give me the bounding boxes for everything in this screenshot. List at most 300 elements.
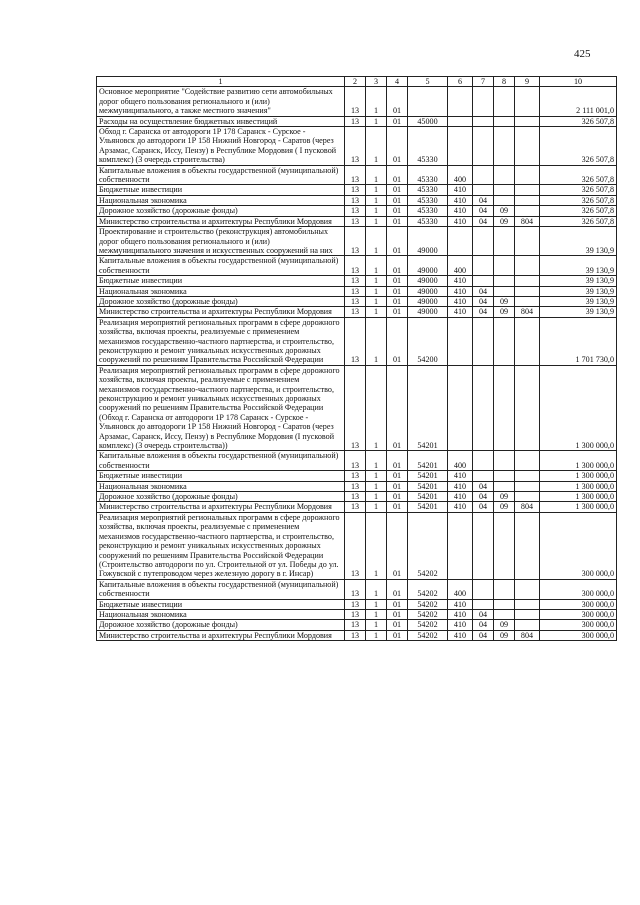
code-article: 49000 [408, 276, 448, 286]
row-name: Основное мероприятие "Содействие развитию сети автомобильных дорог общего пользования регионального и (или) межмуниципального, а также местного значения" [97, 87, 345, 116]
row-amount: 1 701 730,0 [540, 317, 617, 365]
table-row [97, 492, 617, 502]
row-name: Бюджетные инвестиции [97, 276, 345, 286]
row-amount: 1 300 000,0 [540, 365, 617, 451]
budget-table [96, 76, 617, 641]
code-article [408, 87, 448, 116]
code-section: 13 [345, 307, 366, 317]
code-subsection: 1 [366, 127, 387, 166]
code-section: 13 [345, 630, 366, 640]
code-program: 01 [387, 227, 408, 256]
code-subsection: 1 [366, 579, 387, 599]
code-program: 01 [387, 195, 408, 205]
code-section: 13 [345, 317, 366, 365]
code-section-main [473, 276, 494, 286]
code-expense-type: 410 [448, 599, 473, 609]
table-row [97, 451, 617, 471]
code-expense-type: 400 [448, 579, 473, 599]
code-ministry: 804 [515, 307, 540, 317]
code-expense-type: 410 [448, 206, 473, 216]
row-amount: 300 000,0 [540, 609, 617, 619]
code-subsection: 1 [366, 296, 387, 306]
code-ministry [515, 206, 540, 216]
code-ministry [515, 127, 540, 166]
row-amount: 326 507,8 [540, 116, 617, 126]
code-subsection: 1 [366, 227, 387, 256]
code-subsection-main [494, 195, 515, 205]
code-subsection-main [494, 609, 515, 619]
row-name: Национальная экономика [97, 481, 345, 491]
code-expense-type: 410 [448, 307, 473, 317]
code-program: 01 [387, 286, 408, 296]
code-program: 01 [387, 307, 408, 317]
code-ministry [515, 256, 540, 276]
code-expense-type [448, 127, 473, 166]
code-section: 13 [345, 276, 366, 286]
code-subsection-main: 09 [494, 296, 515, 306]
code-article: 54200 [408, 317, 448, 365]
column-header-7: 7 [473, 77, 494, 87]
code-article: 54202 [408, 630, 448, 640]
code-subsection-main [494, 276, 515, 286]
code-article: 45330 [408, 127, 448, 166]
code-section-main [473, 227, 494, 256]
code-subsection-main [494, 451, 515, 471]
row-name: Министерство строительства и архитектуры Республики Мордовия [97, 307, 345, 317]
row-name: Обход г. Саранска от автодороги 1Р 178 Саранск - Сурское - Ульяновск до автодороги 1Р 158 Нижний Новгород - Саратов (через Арзамас, Саранск, Иссу, Пензу) в Республике Мордовия ( I пусковой комплекс) (3 очередь строительства) [97, 127, 345, 166]
code-article: 45330 [408, 195, 448, 205]
code-expense-type: 410 [448, 630, 473, 640]
code-program: 01 [387, 451, 408, 471]
code-subsection: 1 [366, 286, 387, 296]
code-program: 01 [387, 492, 408, 502]
code-ministry [515, 579, 540, 599]
code-subsection-main [494, 87, 515, 116]
code-expense-type: 400 [448, 256, 473, 276]
code-article: 54202 [408, 512, 448, 579]
code-program: 01 [387, 256, 408, 276]
row-amount: 1 300 000,0 [540, 492, 617, 502]
row-name: Реализация мероприятий региональных программ в сфере дорожного хозяйства, включая проекты, реализуемые с применением механизмов государственно-частного партнерства, и строительство, реконструкцию и ремонт уникальных искусственных дорожных сооружений по решениям Правительства Российской Федерации (Обход г. Саранска от автодороги 1Р 178 Саранск - Сурское - Ульяновск до автодороги 1Р 158 Нижний Новгород - Саратов (через Арзамас, Саранск, Иссу, Пензу) в Республике Мордовия (I пусковой комплекс) (3 очередь строительства)) [97, 365, 345, 451]
code-article: 54201 [408, 365, 448, 451]
code-ministry [515, 317, 540, 365]
table-row [97, 365, 617, 451]
row-name: Расходы на осуществление бюджетных инвестиций [97, 116, 345, 126]
row-name: Бюджетные инвестиции [97, 185, 345, 195]
code-program: 01 [387, 216, 408, 226]
code-article: 54202 [408, 599, 448, 609]
code-ministry [515, 276, 540, 286]
code-subsection-main [494, 579, 515, 599]
code-subsection: 1 [366, 365, 387, 451]
code-section-main [473, 317, 494, 365]
code-article: 45330 [408, 206, 448, 216]
row-name: Капитальные вложения в объекты государственной (муниципальной) собственности [97, 451, 345, 471]
code-section: 13 [345, 599, 366, 609]
code-expense-type: 410 [448, 296, 473, 306]
table-row [97, 471, 617, 481]
code-expense-type: 410 [448, 216, 473, 226]
column-header-5: 5 [408, 77, 448, 87]
code-article: 54202 [408, 579, 448, 599]
code-article: 54202 [408, 620, 448, 630]
code-subsection-main: 09 [494, 216, 515, 226]
code-expense-type: 410 [448, 620, 473, 630]
code-program: 01 [387, 512, 408, 579]
code-subsection-main [494, 165, 515, 185]
code-program: 01 [387, 481, 408, 491]
code-expense-type [448, 512, 473, 579]
table-row [97, 620, 617, 630]
code-subsection: 1 [366, 216, 387, 226]
code-section-main: 04 [473, 492, 494, 502]
code-section-main [473, 185, 494, 195]
table-row [97, 206, 617, 216]
code-program: 01 [387, 206, 408, 216]
code-section-main: 04 [473, 307, 494, 317]
row-amount: 326 507,8 [540, 127, 617, 166]
code-subsection-main: 09 [494, 206, 515, 216]
code-subsection: 1 [366, 165, 387, 185]
code-section: 13 [345, 87, 366, 116]
code-subsection-main [494, 286, 515, 296]
code-program: 01 [387, 609, 408, 619]
page-number: 425 [574, 48, 591, 60]
table-row [97, 227, 617, 256]
row-name: Дорожное хозяйство (дорожные фонды) [97, 296, 345, 306]
code-expense-type: 400 [448, 451, 473, 471]
row-name: Капитальные вложения в объекты государственной (муниципальной) собственности [97, 165, 345, 185]
code-program: 01 [387, 116, 408, 126]
code-section-main: 04 [473, 216, 494, 226]
code-section: 13 [345, 471, 366, 481]
code-subsection-main: 09 [494, 502, 515, 512]
code-subsection: 1 [366, 609, 387, 619]
table-row [97, 276, 617, 286]
code-section: 13 [345, 116, 366, 126]
code-ministry [515, 227, 540, 256]
code-subsection: 1 [366, 471, 387, 481]
code-subsection-main [494, 365, 515, 451]
code-subsection: 1 [366, 256, 387, 276]
code-subsection: 1 [366, 307, 387, 317]
row-name: Дорожное хозяйство (дорожные фонды) [97, 206, 345, 216]
row-name: Министерство строительства и архитектуры Республики Мордовия [97, 502, 345, 512]
code-expense-type: 410 [448, 502, 473, 512]
code-subsection-main [494, 599, 515, 609]
code-section: 13 [345, 227, 366, 256]
code-article: 45330 [408, 216, 448, 226]
row-name: Бюджетные инвестиции [97, 599, 345, 609]
code-ministry [515, 185, 540, 195]
code-section: 13 [345, 512, 366, 579]
code-ministry [515, 471, 540, 481]
row-name: Реализация мероприятий региональных программ в сфере дорожного хозяйства, включая проекты, реализуемые с применением механизмов государственно-частного партнерства, и строительство, реконструкцию и ремонт уникальных искусственных дорожных сооружений по решениям Правительства Российской Федерации [97, 317, 345, 365]
code-subsection-main [494, 185, 515, 195]
code-section: 13 [345, 481, 366, 491]
code-ministry [515, 512, 540, 579]
code-article: 54202 [408, 609, 448, 619]
code-expense-type [448, 116, 473, 126]
code-subsection-main [494, 481, 515, 491]
row-name: Капитальные вложения в объекты государственной (муниципальной) собственности [97, 579, 345, 599]
code-ministry [515, 620, 540, 630]
code-section-main: 04 [473, 630, 494, 640]
row-amount: 1 300 000,0 [540, 481, 617, 491]
row-name: Министерство строительства и архитектуры Республики Мордовия [97, 216, 345, 226]
code-article: 45000 [408, 116, 448, 126]
code-program: 01 [387, 127, 408, 166]
code-expense-type: 410 [448, 195, 473, 205]
code-ministry: 804 [515, 502, 540, 512]
table-row [97, 127, 617, 166]
code-article: 45330 [408, 185, 448, 195]
code-program: 01 [387, 502, 408, 512]
column-header-8: 8 [494, 77, 515, 87]
column-header-3: 3 [366, 77, 387, 87]
code-subsection: 1 [366, 185, 387, 195]
row-amount: 1 300 000,0 [540, 451, 617, 471]
code-program: 01 [387, 317, 408, 365]
column-header-6: 6 [448, 77, 473, 87]
code-ministry [515, 451, 540, 471]
table-row [97, 609, 617, 619]
code-program: 01 [387, 599, 408, 609]
code-section: 13 [345, 296, 366, 306]
row-amount: 39 130,9 [540, 296, 617, 306]
code-article: 49000 [408, 227, 448, 256]
row-name: Национальная экономика [97, 286, 345, 296]
code-section-main [473, 116, 494, 126]
row-amount: 300 000,0 [540, 579, 617, 599]
code-ministry: 804 [515, 630, 540, 640]
code-subsection-main [494, 471, 515, 481]
code-expense-type: 410 [448, 276, 473, 286]
code-section: 13 [345, 620, 366, 630]
code-section-main [473, 127, 494, 166]
code-subsection-main [494, 227, 515, 256]
row-amount: 300 000,0 [540, 599, 617, 609]
code-subsection: 1 [366, 492, 387, 502]
code-ministry [515, 492, 540, 502]
table-row [97, 116, 617, 126]
row-amount: 326 507,8 [540, 195, 617, 205]
code-ministry: 804 [515, 216, 540, 226]
code-section-main: 04 [473, 286, 494, 296]
code-section-main: 04 [473, 502, 494, 512]
code-subsection: 1 [366, 502, 387, 512]
code-article: 54201 [408, 451, 448, 471]
code-article: 49000 [408, 296, 448, 306]
row-amount: 300 000,0 [540, 512, 617, 579]
column-header-1: 1 [97, 77, 345, 87]
code-expense-type [448, 87, 473, 116]
code-article: 49000 [408, 286, 448, 296]
code-subsection: 1 [366, 116, 387, 126]
row-name: Капитальные вложения в объекты государственной (муниципальной) собственности [97, 256, 345, 276]
code-subsection: 1 [366, 512, 387, 579]
code-subsection-main [494, 317, 515, 365]
table-row [97, 481, 617, 491]
code-subsection: 1 [366, 620, 387, 630]
code-subsection-main [494, 256, 515, 276]
column-header-10: 10 [540, 77, 617, 87]
code-program: 01 [387, 276, 408, 286]
table-row [97, 512, 617, 579]
row-amount: 1 300 000,0 [540, 502, 617, 512]
code-section: 13 [345, 365, 366, 451]
code-article: 54201 [408, 502, 448, 512]
code-ministry [515, 481, 540, 491]
code-section-main [473, 512, 494, 579]
table-row [97, 317, 617, 365]
code-ministry [515, 609, 540, 619]
row-name: Национальная экономика [97, 609, 345, 619]
code-expense-type: 400 [448, 165, 473, 185]
code-section-main: 04 [473, 609, 494, 619]
code-article: 54201 [408, 492, 448, 502]
code-subsection-main: 09 [494, 492, 515, 502]
code-section-main [473, 599, 494, 609]
table-body [97, 87, 617, 641]
code-subsection-main [494, 116, 515, 126]
code-article: 54201 [408, 471, 448, 481]
row-amount: 326 507,8 [540, 185, 617, 195]
code-program: 01 [387, 365, 408, 451]
code-section-main [473, 256, 494, 276]
code-section: 13 [345, 451, 366, 471]
header-row [97, 77, 617, 87]
code-subsection: 1 [366, 276, 387, 286]
code-ministry [515, 195, 540, 205]
code-section-main: 04 [473, 296, 494, 306]
code-subsection: 1 [366, 630, 387, 640]
code-subsection: 1 [366, 195, 387, 205]
code-program: 01 [387, 165, 408, 185]
code-section: 13 [345, 216, 366, 226]
code-subsection: 1 [366, 87, 387, 116]
row-name: Национальная экономика [97, 195, 345, 205]
table-row [97, 296, 617, 306]
row-amount: 39 130,9 [540, 276, 617, 286]
code-section: 13 [345, 609, 366, 619]
table-row [97, 195, 617, 205]
row-amount: 300 000,0 [540, 620, 617, 630]
code-section: 13 [345, 492, 366, 502]
row-name: Реализация мероприятий региональных программ в сфере дорожного хозяйства, включая проекты, реализуемые с применением механизмов государственно-частного партнерства, и строительство, реконструкцию и ремонт уникальных искусственных дорожных сооружений по решениям Правительства Российской Федерации (Строительство автодороги по ул. Строительной от ул. Победы до ул. Гожувской с путепроводом через железную дорогу в г. Инсар) [97, 512, 345, 579]
code-ministry [515, 116, 540, 126]
code-expense-type: 410 [448, 185, 473, 195]
row-amount: 326 507,8 [540, 216, 617, 226]
table-row [97, 630, 617, 640]
code-section-main [473, 365, 494, 451]
code-subsection: 1 [366, 206, 387, 216]
code-expense-type: 410 [448, 286, 473, 296]
row-amount: 2 111 001,0 [540, 87, 617, 116]
row-amount: 326 507,8 [540, 206, 617, 216]
row-name: Дорожное хозяйство (дорожные фонды) [97, 492, 345, 502]
code-article: 54201 [408, 481, 448, 491]
code-section-main: 04 [473, 481, 494, 491]
row-amount: 326 507,8 [540, 165, 617, 185]
code-subsection-main: 09 [494, 620, 515, 630]
table-row [97, 185, 617, 195]
code-expense-type: 410 [448, 481, 473, 491]
table-row [97, 307, 617, 317]
code-section: 13 [345, 195, 366, 205]
code-section: 13 [345, 185, 366, 195]
code-ministry [515, 599, 540, 609]
table-row [97, 216, 617, 226]
row-amount: 39 130,9 [540, 286, 617, 296]
code-subsection: 1 [366, 599, 387, 609]
code-section: 13 [345, 286, 366, 296]
code-subsection-main: 09 [494, 630, 515, 640]
table-row [97, 165, 617, 185]
code-ministry [515, 286, 540, 296]
column-header-9: 9 [515, 77, 540, 87]
table-row [97, 502, 617, 512]
code-section-main [473, 165, 494, 185]
code-ministry [515, 165, 540, 185]
code-program: 01 [387, 296, 408, 306]
code-section-main: 04 [473, 195, 494, 205]
code-program: 01 [387, 471, 408, 481]
code-program: 01 [387, 620, 408, 630]
code-section-main [473, 451, 494, 471]
code-expense-type [448, 317, 473, 365]
row-name: Проектирование и строительство (реконструкция) автомобильных дорог общего пользования регионального и (или) межмуниципального значения и искусственных сооружений на них [97, 227, 345, 256]
code-program: 01 [387, 630, 408, 640]
row-amount: 39 130,9 [540, 256, 617, 276]
code-expense-type: 410 [448, 471, 473, 481]
code-article: 45330 [408, 165, 448, 185]
code-program: 01 [387, 185, 408, 195]
code-section: 13 [345, 127, 366, 166]
row-name: Дорожное хозяйство (дорожные фонды) [97, 620, 345, 630]
code-section-main: 04 [473, 620, 494, 630]
code-expense-type [448, 365, 473, 451]
code-subsection-main: 09 [494, 307, 515, 317]
column-header-4: 4 [387, 77, 408, 87]
code-ministry [515, 365, 540, 451]
code-expense-type: 410 [448, 609, 473, 619]
row-name: Министерство строительства и архитектуры Республики Мордовия [97, 630, 345, 640]
code-section-main [473, 87, 494, 116]
code-article: 49000 [408, 256, 448, 276]
table-row [97, 256, 617, 276]
code-section-main [473, 579, 494, 599]
code-section: 13 [345, 206, 366, 216]
code-section-main: 04 [473, 206, 494, 216]
code-section-main [473, 471, 494, 481]
code-expense-type: 410 [448, 492, 473, 502]
row-amount: 1 300 000,0 [540, 471, 617, 481]
row-amount: 39 130,9 [540, 227, 617, 256]
row-amount: 300 000,0 [540, 630, 617, 640]
code-expense-type [448, 227, 473, 256]
code-ministry [515, 87, 540, 116]
code-article: 49000 [408, 307, 448, 317]
code-section: 13 [345, 502, 366, 512]
code-subsection: 1 [366, 317, 387, 365]
table-row [97, 87, 617, 116]
code-subsection-main [494, 127, 515, 166]
code-program: 01 [387, 579, 408, 599]
code-program: 01 [387, 87, 408, 116]
code-section: 13 [345, 256, 366, 276]
table-row [97, 579, 617, 599]
